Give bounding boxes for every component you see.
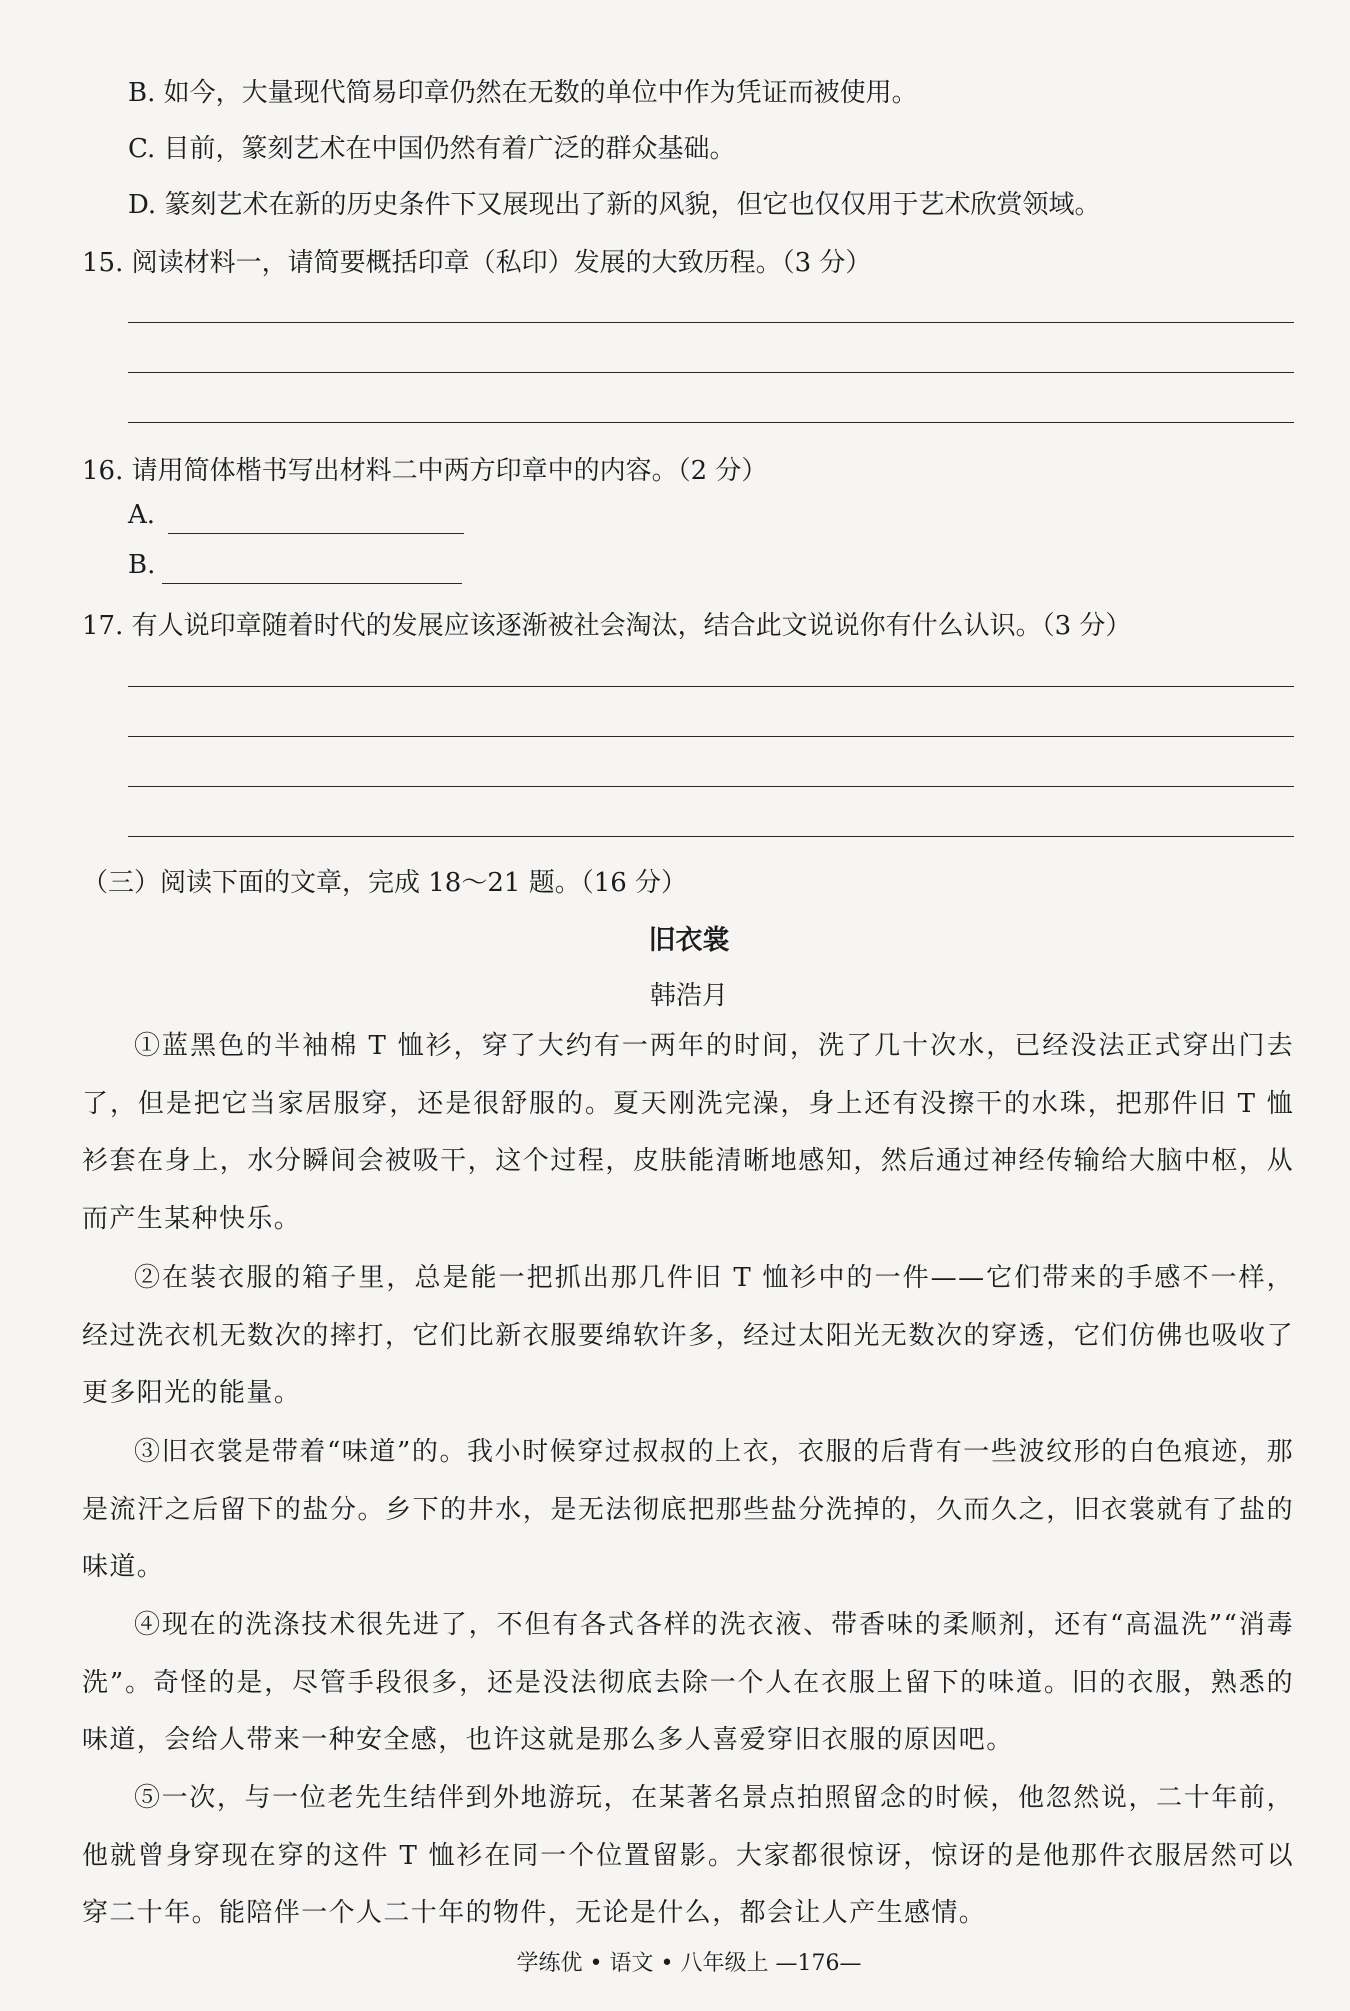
article-paragraph-1: ①蓝黑色的半袖棉 T 恤衫，穿了大约有一两年的时间，洗了几十次水，已经没法正式穿出门去了，但是把它当家居服穿，还是很舒服的。夏天刚洗完澡，身上还有没擦干的水珠，把那件旧 T 恤衫套在身上，水分瞬间会被吸干，这个过程，皮肤能清晰地感知，然后通过神经传输给大脑中枢，从而产生某种快乐。	[82, 1031, 1294, 1234]
answer-line-a	[168, 533, 464, 534]
article-paragraph-3: ③旧衣裳是带着“味道”的。我小时候穿过叔叔的上衣，衣服的后背有一些波纹形的白色痕迹，那是流汗之后留下的盐分。乡下的井水，是无法彻底把那些盐分洗掉的，久而久之，旧衣裳就有了盐的味道。	[82, 1437, 1294, 1582]
page-footer: 学练优 • 语文 • 八年级上 —176—	[516, 1951, 862, 1976]
article-paragraph-5: ⑤一次，与一位老先生结伴到外地游玩，在某著名景点拍照留念的时候，他忽然说，二十年前，他就曾身穿现在穿的这件 T 恤衫在同一个位置留影。大家都很惊讶，惊讶的是他那件衣服居然可以穿二十年。能陪伴一个人二十年的物件，无论是什么，都会让人产生感情。	[82, 1783, 1294, 1928]
answer-line	[128, 322, 1294, 323]
answer-line	[128, 686, 1294, 687]
option-b: B. 如今，大量现代简易印章仍然在无数的单位中作为凭证而被使用。	[128, 78, 918, 108]
question-17: 17. 有人说印章随着时代的发展应该逐渐被社会淘汰，结合此文说说你有什么认识。（3 分）	[82, 611, 1132, 641]
q16-label-b: B.	[128, 550, 156, 580]
question-16: 16. 请用简体楷书写出材料二中两方印章中的内容。（2 分）	[82, 456, 768, 486]
answer-line-b	[162, 583, 462, 584]
article-paragraph-2: ②在装衣服的箱子里，总是能一把抓出那几件旧 T 恤衫中的一件——它们带来的手感不一样，经过洗衣机无数次的摔打，它们比新衣服要绵软许多，经过太阳光无数次的穿透，它们仿佛也吸收了更多阳光的能量。	[82, 1263, 1294, 1408]
answer-line	[128, 836, 1294, 837]
q16-label-a: A.	[128, 500, 156, 530]
answer-line	[128, 422, 1294, 423]
option-c: C. 目前，篆刻艺术在中国仍然有着广泛的群众基础。	[128, 134, 736, 164]
answer-line	[128, 736, 1294, 737]
question-15: 15. 阅读材料一，请简要概括印章（私印）发展的大致历程。（3 分）	[82, 248, 872, 278]
answer-line	[128, 372, 1294, 373]
section-heading: （三）阅读下面的文章，完成 18～21 题。（16 分）	[82, 868, 688, 898]
option-d: D. 篆刻艺术在新的历史条件下又展现出了新的风貌，但它也仅仅用于艺术欣赏领域。	[128, 190, 1101, 220]
article-title: 旧衣裳	[648, 925, 730, 956]
article-paragraph-4: ④现在的洗涤技术很先进了，不但有各式各样的洗衣液、带香味的柔顺剂，还有“高温洗”“消毒洗”。奇怪的是，尽管手段很多，还是没法彻底去除一个人在衣服上留下的味道。旧的衣服，熟悉的味道，会给人带来一种安全感，也许这就是那么多人喜爱穿旧衣服的原因吧。	[82, 1610, 1294, 1755]
answer-line	[128, 786, 1294, 787]
article-author: 韩浩月	[649, 981, 728, 1011]
